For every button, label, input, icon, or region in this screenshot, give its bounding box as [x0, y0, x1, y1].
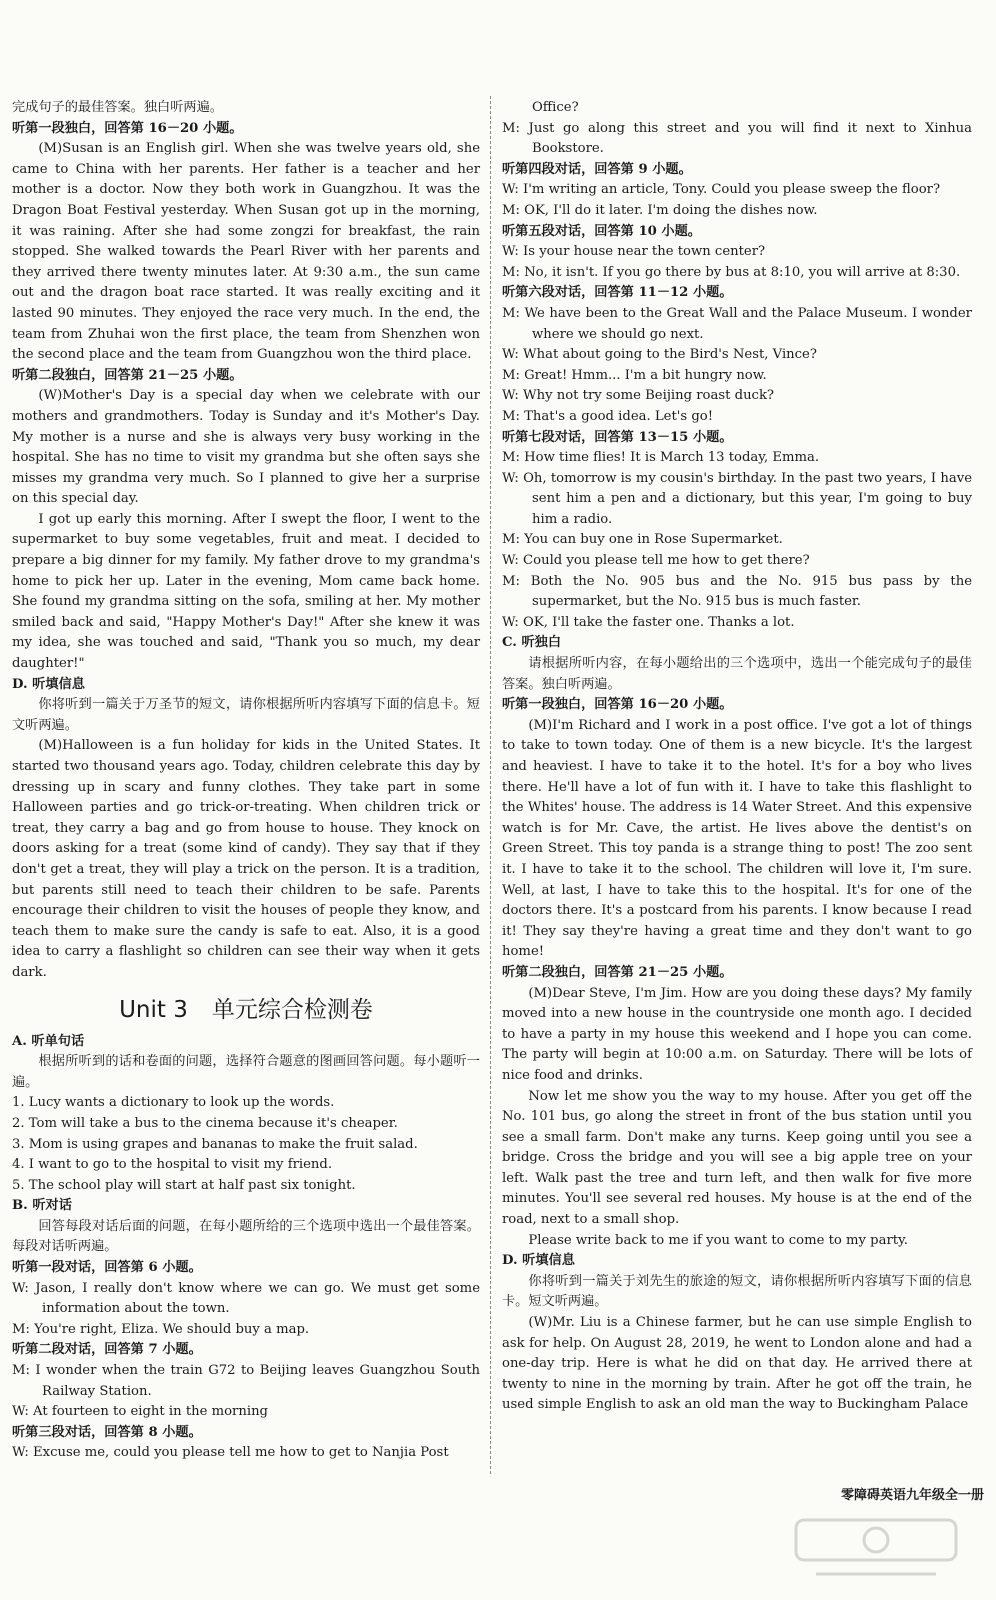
section-instruction: 听第五段对话，回答第 10 小题。 — [502, 223, 701, 239]
dialogue-line: M: Great! Hmm... I'm a bit hungry now. — [502, 367, 767, 383]
paragraph: Now let me show you the way to my house. After you get off the No. 101 bus, go along the street in front of the bus station until you see a small farm. Don't make any turns. Keep going until you see a bridge. Cross the bridge and you will see a big apple tree on your left. Walk past the tree and turn left, and then walk for five more minutes. You'll see several red houses. My house is at the end of the road, next to a small shop. — [502, 1088, 972, 1228]
dialogue-line: M: You can buy one in Rose Supermarket. — [502, 532, 783, 548]
section-instruction: 听第七段对话，回答第 13－15 小题。 — [502, 429, 733, 445]
paragraph: (M)Dear Steve, I'm Jim. How are you doing these days? My family moved into a new house in the countryside one month ago. I decided to have a party in my house this weekend and I hope you can come. The party will begin at 10:00 a.m. on Saturday. There will be lots of nice food and drinks. — [502, 985, 972, 1083]
section-instruction: 听第四段对话，回答第 9 小题。 — [502, 161, 692, 177]
paragraph: 你将听到一篇关于刘先生的旅途的短文，请你根据所听内容填写下面的信息卡。短文听两遍。 — [502, 1273, 972, 1310]
dialogue-line: W: Excuse me, could you please tell me how to get to Nanjia Post — [12, 1445, 449, 1461]
list-item: 1. Lucy wants a dictionary to look up the words. — [12, 1095, 335, 1111]
paragraph: 你将听到一篇关于万圣节的短文，请你根据所听内容填写下面的信息卡。短文听两遍。 — [12, 697, 480, 733]
dialogue-line: W: Jason, I really don't know where we can go. We must get some information about the town. — [12, 1280, 480, 1317]
dialogue-line: M: Both the No. 905 bus and the No. 915 bus pass by the supermarket, but the No. 915 bus is much faster. — [502, 573, 972, 610]
section-heading: B. 听对话 — [12, 1198, 72, 1214]
paragraph: 回答每段对话后面的问题，在每小题所给的三个选项中选出一个最佳答案。每段对话听两遍。 — [12, 1218, 480, 1255]
dialogue-line: M: I wonder when the train G72 to Beijing leaves Guangzhou South Railway Station. — [12, 1363, 480, 1399]
dialogue-line: Office? — [532, 100, 579, 115]
paragraph: (M)Halloween is a fun holiday for kids in the United States. It started two thousand years ago. Today, children celebrate this day by dressing up in scary and funny clothes. They take part in some Halloween parties and go trick-or-treating. When children trick or treat, they carry a bag and go from house to house. They knock on doors asking for a treat (some kind of candy). They say that if they don't get a treat, they will play a trick on the person. It is a tradition, but parents still need to teach their children to be safe. Parents encourage their children to visit the houses of people they know, and teach them to make sure the candy is safe to eat. Also, it is a good idea to carry a flashlight so children can see their way when it gets dark. — [12, 738, 480, 980]
unit-subtitle: 单元综合检测卷 — [211, 996, 373, 1023]
dialogue-line: W: OK, I'll take the faster one. Thanks a lot. — [502, 614, 795, 630]
dialogue-line: M: Just go along this street and you will find it next to Xinhua Bookstore. — [502, 120, 972, 157]
dialogue-line: W: At fourteen to eight in the morning — [12, 1404, 269, 1420]
dialogue-line: M: That's a good idea. Let's go! — [502, 408, 714, 424]
section-heading: A. 听单句话 — [12, 1033, 85, 1049]
dialogue-line: W: Is your house near the town center? — [502, 244, 766, 260]
list-item: 3. Mom is using grapes and bananas to make the fruit salad. — [12, 1136, 418, 1152]
section-instruction: 听第二段对话，回答第 7 小题。 — [12, 1342, 202, 1358]
paragraph: (M)Susan is an English girl. When she was twelve years old, she came to China with her parents. Her father is a teacher and her mother is a doctor. Now they both work in Guangzhou. It was the Dragon Boat Festival yesterday. When Susan got up in the morning, it was raining. After she had some zongzi for breakfast, the rain stopped. She walked towards the Pearl River with her parents and they arrived there twenty minutes later. At 9:30 a.m., the sun came out and the dragon boat race started. It was really exciting and it lasted 90 minutes. They enjoyed the race very much. In the end, the team from Zhuhai won the first place, the team from Shenzhen won the second place and the team from Guangzhou won the third place. — [12, 141, 480, 363]
column-divider — [490, 96, 492, 1474]
paragraph: 根据所听到的话和卷面的问题，选择符合题意的图画回答问题。每小题听一遍。 — [12, 1054, 480, 1090]
right-column — [502, 98, 972, 1416]
section-instruction: 听第二段独白，回答第 21－25 小题。 — [502, 964, 733, 980]
section-instruction: 听第二段独白，回答第 21－25 小题。 — [12, 367, 243, 383]
dialogue-line: W: Why not try some Beijing roast duck? — [502, 388, 775, 404]
dialogue-line: W: What about going to the Bird's Nest, Vince? — [502, 347, 817, 363]
unit-number: Unit 3 — [119, 996, 188, 1023]
dialogue-line: W: I'm writing an article, Tony. Could you please sweep the floor? — [502, 182, 941, 198]
paragraph: 请根据所听内容，在每小题给出的三个选项中，选出一个能完成句子的最佳答案。独白听两遍。 — [502, 656, 972, 692]
left-column — [12, 98, 480, 1464]
paragraph: (W)Mother's Day is a special day when we celebrate with our mothers and grandmothers. Today is Sunday and it's Mother's Day. My mother is a nurse and she is always very busy working in the hospital. She has no time to visit my grandma but she often says she misses my grandma very much. So I planned to give her a surprise on this special day. — [12, 388, 480, 507]
section-heading: D. 听填信息 — [502, 1253, 575, 1269]
watermark-logo-icon — [776, 1512, 976, 1592]
section-heading: C. 听独白 — [502, 635, 562, 651]
paragraph: I got up early this morning. After I swept the floor, I went to the supermarket to buy some vegetables, fruit and meat. I decided to prepare a big dinner for my family. My father drove to my grandma's home to pick her up. Later in the evening, Mom came back home. She found my grandma sitting on the sofa, smiling at her. My mother smiled back and said, "Happy Mother's Day!" After she knew it was my idea, she was touched and said, "Thank you so much, my dear daughter!" — [12, 511, 480, 672]
paragraph: 完成句子的最佳答案。独白听两遍。 — [12, 100, 223, 115]
dialogue-line: M: OK, I'll do it later. I'm doing the dishes now. — [502, 202, 818, 218]
section-heading: D. 听填信息 — [12, 676, 85, 692]
paragraph: Please write back to me if you want to come to my party. — [528, 1232, 908, 1248]
list-item: 5. The school play will start at half past six tonight. — [12, 1177, 356, 1193]
page-footer: 零障碍英语九年级全一册 — [840, 1488, 984, 1503]
paragraph: (W)Mr. Liu is a Chinese farmer, but he can use simple English to ask for help. On August 28, 2019, he went to London alone and had a one-day trip. Here is what he did on that day. He arrived there at twenty to nine in the morning by train. After he got off the train, he used simple English to ask an old man the way to Buckingham Palace — [502, 1315, 972, 1413]
section-instruction: 听第六段对话，回答第 11－12 小题。 — [502, 285, 733, 301]
section-instruction: 听第一段独白，回答第 16－20 小题。 — [502, 697, 733, 713]
section-instruction: 听第一段对话，回答第 6 小题。 — [12, 1260, 202, 1276]
paragraph: (M)I'm Richard and I work in a post office. I've got a lot of things to take to town today. One of them is a new bicycle. It's the largest and heaviest. I have to take it to the hotel. It's for a boy who lives there. He'll have a lot of fun with it. I have to take this flashlight to the Whites' house. The address is 14 Water Street. And this expensive watch is for Mr. Cave, the artist. He lives above the dentist's on Green Street. This toy panda is a strange thing to post! The zoo sent it. I have to take it to the school. The children will love it, I'm sure. Well, at last, I have to take this to the hospital. It's for one of the doctors there. It's a postcard from his parents. I know because I read it! They say they're having a great time and they don't want to go home! — [502, 717, 972, 960]
dialogue-line: M: We have been to the Great Wall and the Palace Museum. I wonder where we should go next. — [502, 305, 972, 342]
list-item: 4. I want to go to the hospital to visit my friend. — [12, 1157, 333, 1173]
unit-title — [12, 990, 480, 1030]
dialogue-line: M: How time flies! It is March 13 today, Emma. — [502, 450, 820, 466]
dialogue-line: M: No, it isn't. If you go there by bus at 8:10, you will arrive at 8:30. — [502, 264, 961, 280]
dialogue-line: M: You're right, Eliza. We should buy a map. — [12, 1321, 310, 1337]
dialogue-line: W: Could you please tell me how to get there? — [502, 553, 810, 569]
section-instruction: 听第一段独白，回答第 16－20 小题。 — [12, 120, 243, 136]
section-instruction: 听第三段对话，回答第 8 小题。 — [12, 1424, 202, 1440]
list-item: 2. Tom will take a bus to the cinema because it's cheaper. — [12, 1115, 398, 1131]
dialogue-line: W: Oh, tomorrow is my cousin's birthday. In the past two years, I have sent him a pen and a dictionary, but this year, I'm going to buy him a radio. — [502, 470, 972, 527]
